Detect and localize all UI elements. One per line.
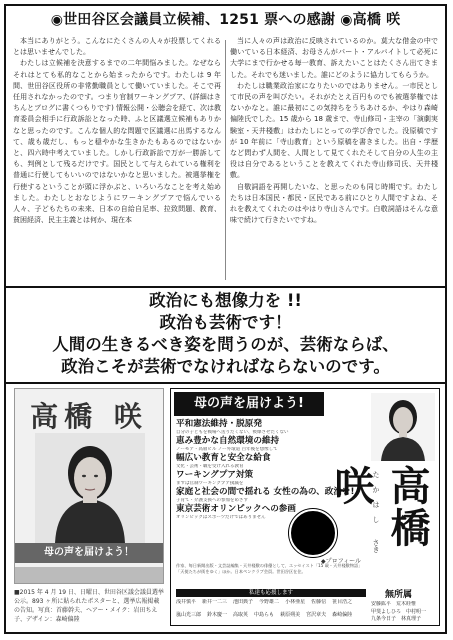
letter-paragraph: 当に人々の声は政治に反映されているのか。莫大な借金の中で働いている日本経済、お母さんがパート・アルバイトして必死に大学にまで行かせる毎一教育、訴えたいことはたくさん出てきました。それでも迷いました。誰にどのように協力してもらうか。 [230, 37, 438, 79]
policy-detail: まずは官制ワーキングプア撲滅を [176, 481, 244, 486]
policy-list [176, 419, 355, 521]
policy-item [176, 436, 326, 453]
supporter-name: 安藤紘平 [371, 601, 392, 607]
supporter-list [176, 599, 366, 623]
section-divider [6, 382, 445, 384]
photo-caption: ■2015 年 4 月 19 日、日曜日、世田谷区議会議員選挙公示。893 ヶ所に貼られたポスターと、選挙広報掲載の告知。写真：首藤幹夫、ヘアー・メイク：岩田ちえ子、デザイン：森崎偏陸 [14, 589, 164, 623]
policy-detail: 文化・芸術・職を受け入れる教育 [176, 464, 244, 469]
policy-heading: ワーキングプア対策 [176, 470, 254, 480]
policy-item [176, 487, 355, 504]
letter-paragraph: 本当にありがとう。こんなにたくさんの人々が投票してくれるとは思いませんでした。 [13, 37, 221, 57]
circle-mark-icon [289, 509, 337, 557]
policy-heading: 幅広い教育と安全な給食 [176, 453, 271, 463]
slogan-line: 政治も芸術です！ [159, 313, 292, 332]
slogan-line: 人間の生きるべき姿を問うのが、芸術ならば、 [52, 335, 399, 354]
slogan-block [6, 290, 445, 380]
supporter-name: 九条今日子 [371, 616, 397, 623]
supporter-name: 甲斐よしひろ [371, 608, 402, 615]
policy-heading: 恵み豊かな自然環境の維持 [176, 436, 280, 446]
policy-heading: 東京芸術オリンピックへの参画 [176, 504, 296, 514]
supporter-name: 荒木経惟 [396, 601, 417, 607]
policy-detail: 自分の子どもを戦場へ送りたくない、被爆させたくない [176, 430, 289, 435]
supporter-list [371, 601, 437, 623]
name-furigana: さき [372, 539, 380, 553]
party-affiliation: 無所属 [385, 590, 413, 600]
policy-heading: 平和憲法維持・脱原発 [176, 419, 262, 429]
campaign-poster [14, 388, 164, 584]
policy-detail: 子育て・介護支援への参加をめざす [176, 498, 248, 503]
supporter-name: 笹目浩之 [332, 599, 353, 605]
supporter-name: 池田典子 [233, 599, 254, 605]
supporter-name: 嵐山光三郎 [176, 611, 202, 618]
supporter-name: 森崎偏陸 [332, 611, 353, 618]
supporter-name: 鈴木慶一 [207, 611, 228, 618]
poster-slogan-band: 母の声を届けよう！ [15, 543, 163, 563]
supporter-name: 新井一二三 [202, 599, 228, 605]
supporter-name: 林真理子 [401, 616, 422, 623]
policy-item [176, 470, 326, 487]
poster-candidate-name: 高橋 咲 [30, 400, 148, 433]
profile-text: 作家、毎日新聞出版・文芸誌編集・天井棧敷の俳優として、エッセイスト「15 歳・天井棧敷物語」「天使たちが街をゆく」ほか。日本ペンクラブ会員。世田谷区在住。 [176, 563, 363, 574]
supporter-name: 宮沢章夫 [306, 611, 327, 618]
slogan-line: 政治こそが芸術でなければならないのです。 [61, 357, 390, 376]
supporters-heading: 私達も応援します [176, 589, 366, 597]
supporter-name: 浅井慎平 [176, 599, 197, 605]
thank-you-letter-right-column [230, 36, 438, 286]
section-divider [6, 286, 445, 288]
poster-footer-bar [15, 567, 163, 583]
supporter-name: 萩原朔美 [280, 611, 301, 618]
flyer-page [4, 4, 447, 634]
policy-item [176, 419, 326, 436]
thank-you-letter-left-column [13, 36, 221, 286]
supporter-name: 佐藤信 [311, 599, 327, 605]
letter-paragraph: わたしは立候補を決意するまでの二年間悩みました。なぜならそれはとても私的なことから始まったからです。わたしは 9 年間、世田谷区役所の非常勤職員として働いていました。そこで再任用されなかったのです。つまり官制ワーキングプア、(詳細はきちんとブログに書くつもりです) 情報公開・公聴会を経て、次は教育委員会相手に行政訴訟となった時、ふと区議選立候補もありかなと思ったのです。こんな個人的な問題で区議選に出馬するなんて、歳も歳だし、もっと穏やかな生きかたもあるのではないかと、四六時中考えていました。しかし行政訴訟で万が一勝訴しても、判例として残るだけです。国民として与えられている権利を普通に行使してもいいのではないかなと思いました。被選挙権を行使するということが頭に浮かぶと、いろいろなことを考え始めました。わたしとおなじようにワーキングプアで悩んでいる人々、子どもたちの未来、日本の自給自足率、拉致問題、教育、貧困経済、民主主義とは何か、現在本 [13, 59, 221, 225]
policy-detail: ノーモア・高層ビル ノー外環道 百年後を想像して [176, 447, 278, 452]
policy-item [176, 453, 326, 470]
policy-detail: オリンピックはスポーツだけではありません [176, 515, 266, 520]
column-divider [225, 40, 226, 280]
bulletin-title: 母の声を届けよう! [174, 392, 324, 416]
vertical-candidate-name: 高橋咲 [328, 465, 430, 549]
policy-heading: 家庭と社会の間で揺れる 女性の為の、政治を! [176, 487, 355, 497]
candidate-headshot-photo [371, 393, 435, 461]
supporter-name: 中村明一 [406, 608, 427, 615]
name-furigana: たかはし [372, 471, 380, 531]
profile-label: ◆プロフィール [321, 558, 362, 565]
headline: ◉世田谷区会議員立候補、1251 票への感謝 ◉高橋 咲 [50, 12, 401, 28]
candidate-portrait-photo [35, 433, 145, 543]
slogan-line: 政治にも想像力を !! [149, 291, 302, 310]
election-bulletin [170, 388, 440, 626]
supporter-name: 小林亜星 [285, 599, 306, 605]
letter-paragraph: 自敬詞語を再開したいな、と思ったのも同じ時期です。わたしたちは日本国民・都民・区民である前にひとり人間ですよね、それを教えてくれたのはやはり寺山さんです。白敬詞語はそんな意味で続けて行きたいですね。 [230, 182, 438, 225]
supporter-name: 高取英 [233, 611, 249, 618]
supporter-name: 今野雄二 [259, 599, 280, 605]
letter-paragraph: わたしは職業政治家になりたいのではありません。一市民として市民の声を叫びたい。それがたとえ百円ものでも被選挙権ではないかなと。誰に最初にこの気持ちをうちあけるか、やはり森崎偏陸氏でした。15 歳から 18 歳まで、寺山修司・主宰の「演劇実験室・天井棧敷」はわたしにとっての学び舎でした。没原稿ですが 10 年前に「寺山教育」という原稿を書きました。出自・学歴など問わず人間を、人間として見てくれたそして自分の人生の主役は自分であるということを教えてくれた寺山修司氏、天井棧敷。 [230, 81, 438, 180]
supporter-name: 中島らも [254, 611, 275, 618]
